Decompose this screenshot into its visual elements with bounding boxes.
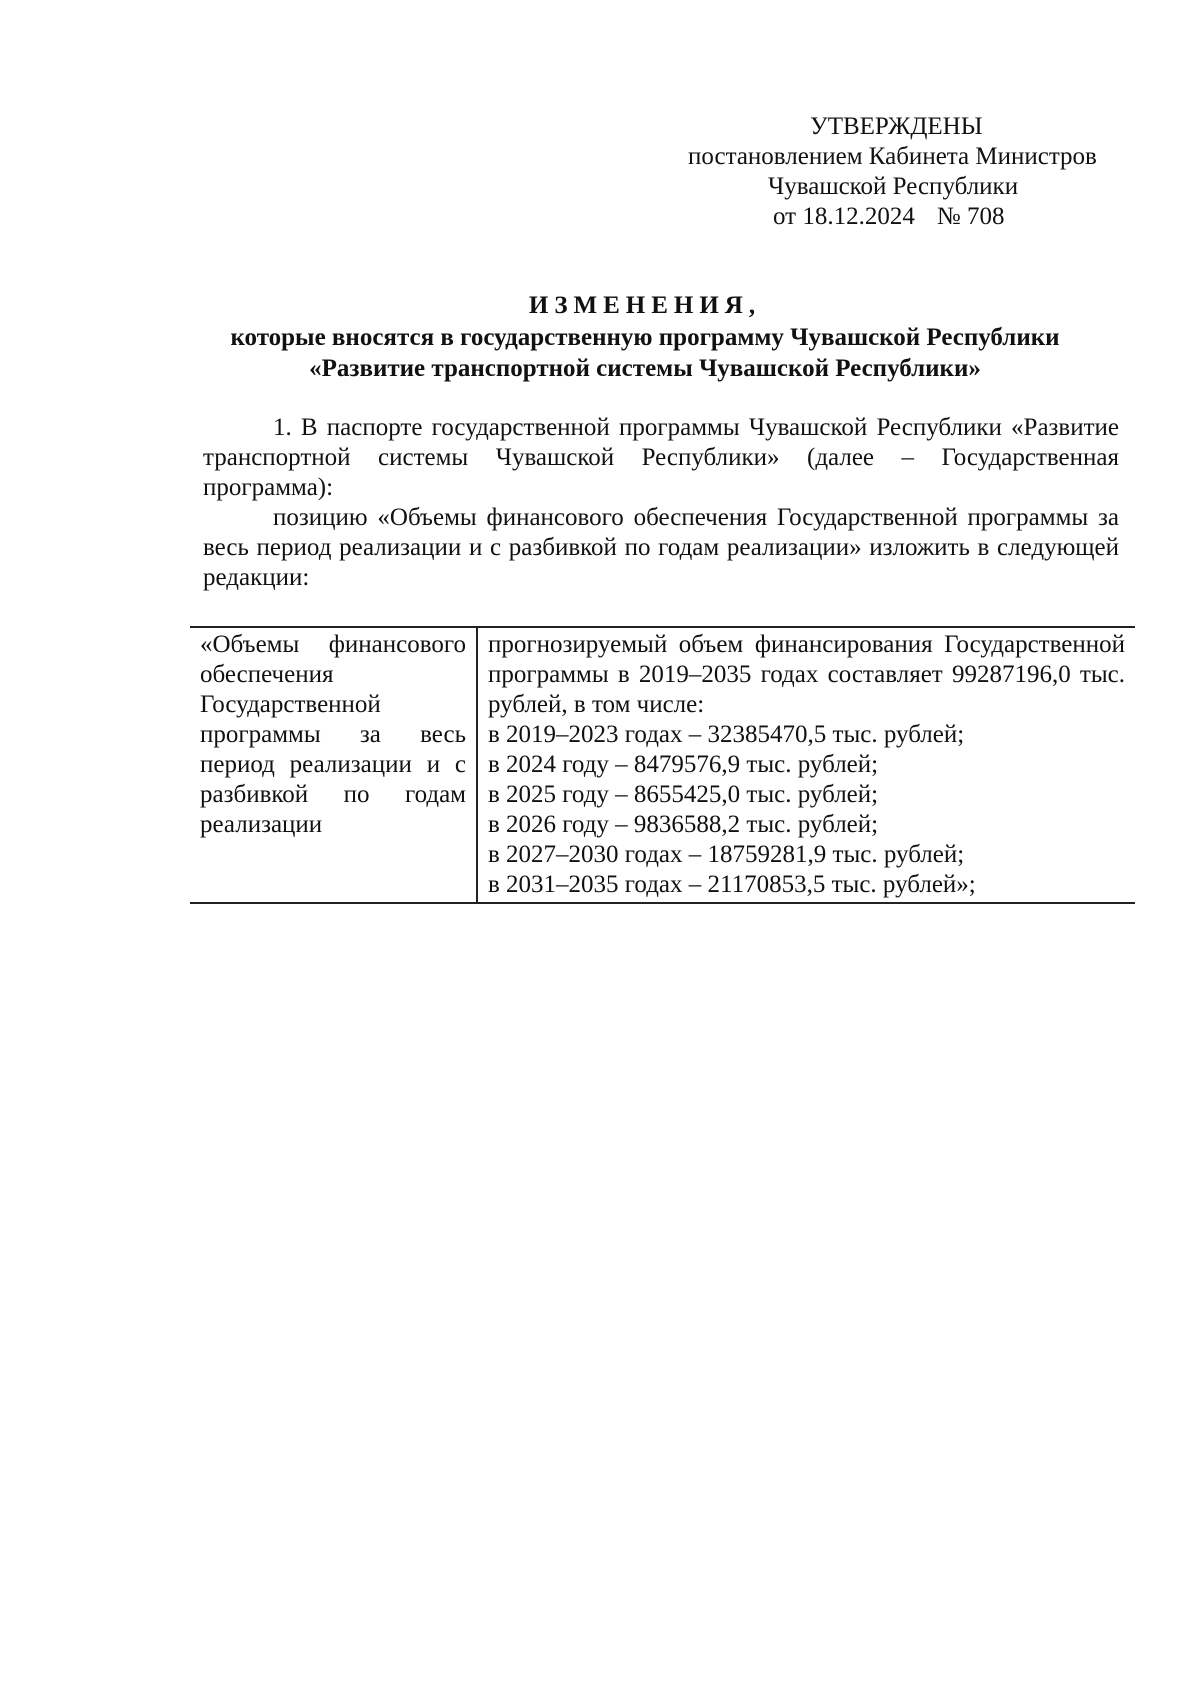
financing-line-2025: в 2025 году – 8655425,0 тыс. рублей; [488,781,879,808]
document-subtitle-line-1: которые вносятся в государственную программу Чувашской Республики [230,324,1060,351]
approval-date-line [665,202,1125,232]
approval-republic-line: Чувашской Республики [768,173,1019,200]
approval-stamp-block [665,112,1125,232]
paragraph-1: 1. В паспорте государственной программы Чувашской Республики «Развитие транспортной системы Чувашской Республики» (далее – Государственная программа): [203,414,1119,501]
financing-line-2027-2030: в 2027–2030 годах – 18759281,9 тыс. рублей; [488,841,965,868]
table-left-cell: «Объемы финансового обеспечения Государственной программы за весь период реализации и с разбивкой по годам реализации [190,627,477,903]
document-body [203,413,1119,593]
approval-resolution-line: постановлением Кабинета Министров [688,143,1097,170]
financing-line-2031-2035: в 2031–2035 годах – 21170853,5 тыс. рублей»; [488,871,976,898]
document-heading: ИЗМЕНЕНИЯ, [528,292,762,319]
approval-date: от 18.12.2024 [773,203,915,230]
document-subtitle-line-2: «Развитие транспортной системы Чувашской Республики» [309,355,981,382]
financing-line-2026: в 2026 году – 9836588,2 тыс. рублей; [488,811,879,838]
approval-number: № 708 [936,203,1005,230]
financing-intro: прогнозируемый объем финансирования Государственной программы в 2019–2035 годах составляет 99287196,0 тыс. рублей, в том числе: [488,631,1125,718]
financing-table [190,626,1135,904]
table-row [190,627,1135,903]
approval-heading: УТВЕРЖДЕНЫ [810,113,983,140]
paragraph-2: позицию «Объемы финансового обеспечения Государственной программы за весь период реализации и с разбивкой по годам реализации» изложить в следующей редакции: [203,504,1119,591]
financing-line-2024: в 2024 году – 8479576,9 тыс. рублей; [488,751,879,778]
table-right-cell [477,627,1135,903]
financing-line-2019-2023: в 2019–2023 годах – 32385470,5 тыс. рублей; [488,721,965,748]
